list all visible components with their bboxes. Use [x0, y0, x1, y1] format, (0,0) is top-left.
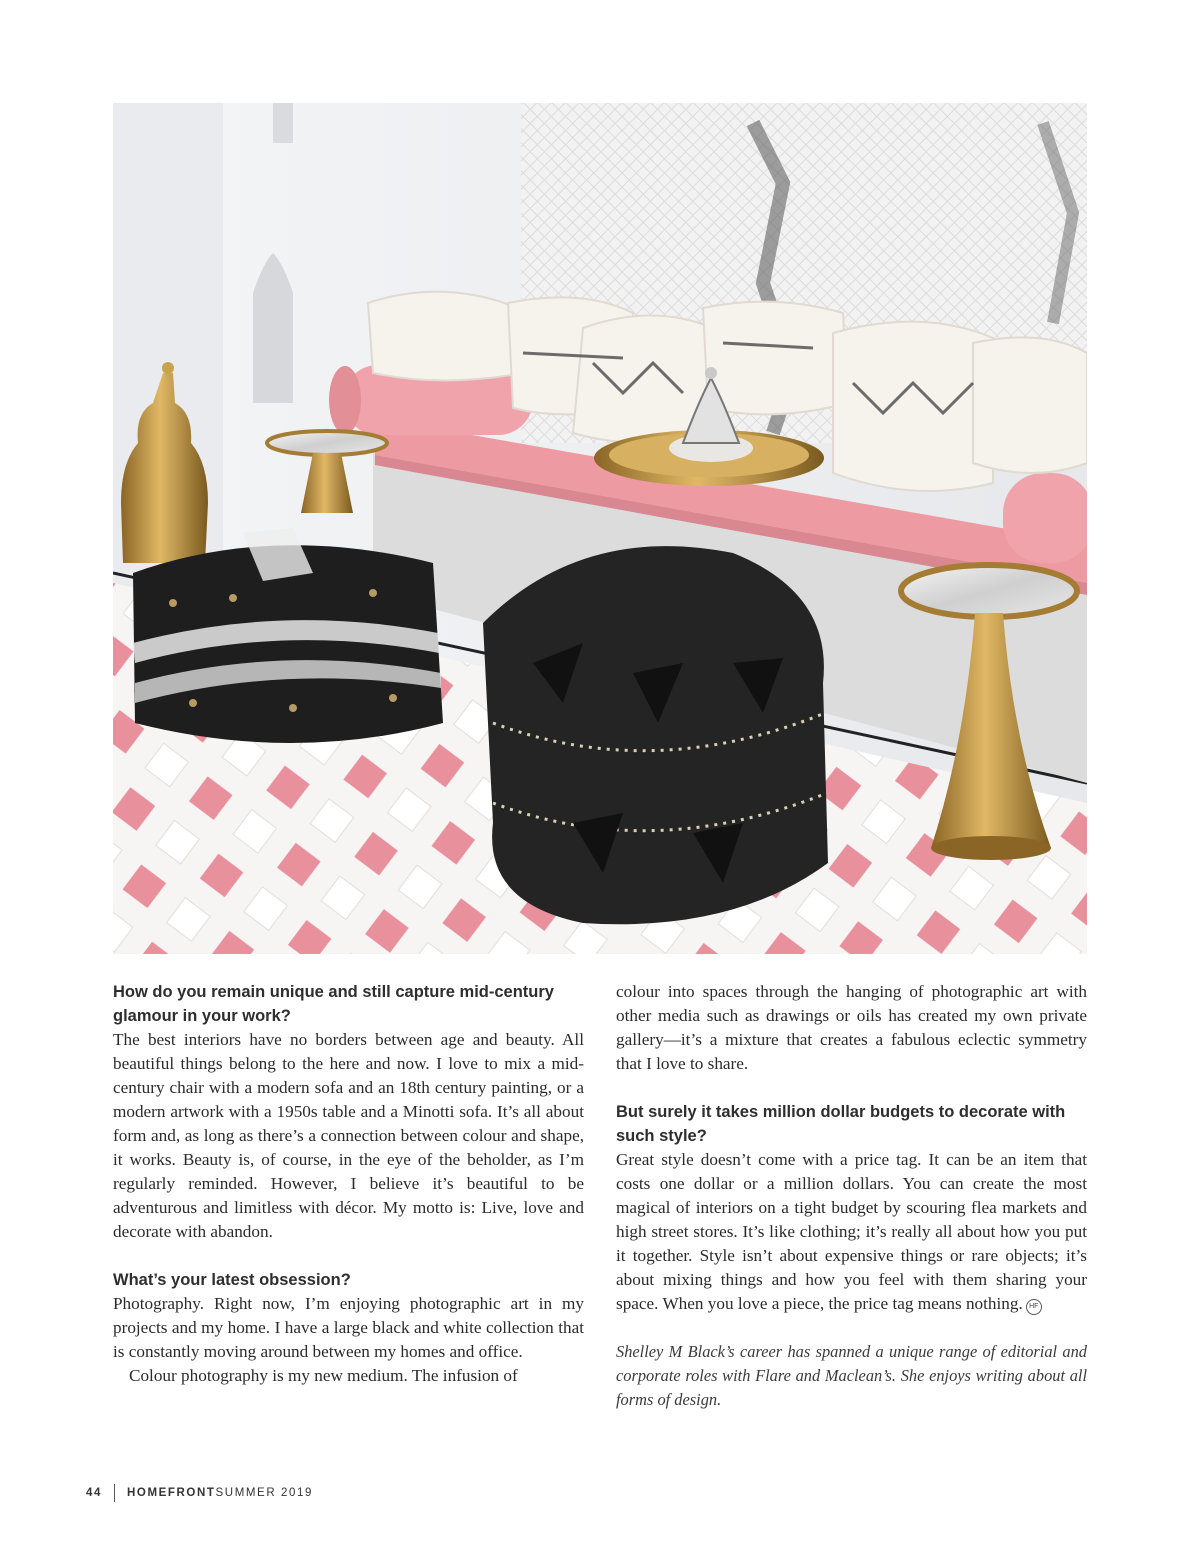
interior-photo — [113, 103, 1087, 954]
answer-paragraph: The best interiors have no borders between age and beauty. All beautiful things belong to the here and now. I love to mix a mid-century chair with a modern sofa and an 18th century painting, or a modern artwork with a 1950s table and a Minotti sofa. It’s all about form and, as long as there’s a connection between colour and shape, it works. Beauty is, of course, in the eye of the beholder, as I’m regularly reminded. However, I believe it’s beautiful to be adventurous and limitless with décor. My motto is: Live, love and decorate with abandon. — [113, 1030, 584, 1241]
page-footer — [86, 1483, 313, 1503]
author-bio: Shelley M Black’s career has spanned a unique range of editorial and corporate roles with Flare and Maclean’s. She enjoys writing about all forms of design. — [616, 1342, 1087, 1409]
end-mark-icon: HF — [1026, 1299, 1042, 1315]
footer-divider — [114, 1484, 115, 1502]
question-heading: How do you remain unique and still capture mid-century glamour in your work? — [113, 983, 554, 1025]
right-column — [616, 980, 1087, 1412]
issue-label: SUMMER 2019 — [215, 1487, 314, 1499]
answer-paragraph — [616, 1148, 1087, 1316]
magazine-name: HOMEFRONT — [127, 1487, 216, 1499]
page-number: 44 — [86, 1487, 102, 1499]
left-column — [113, 980, 584, 1388]
answer-paragraph: Photography. Right now, I’m enjoying photographic art in my projects and my home. I have a large black and white collection that is constantly moving around between my homes and office. — [113, 1294, 584, 1361]
answer-paragraph: Colour photography is my new medium. The infusion of — [129, 1366, 518, 1385]
question-heading: But surely it takes million dollar budgets to decorate with such style? — [616, 1103, 1066, 1145]
answer-text: Great style doesn’t come with a price tag. It can be an item that costs one dollar or a million dollars. You can create the most magical of interiors on a tight budget by scouring flea markets and high street stores. It’s like clothing; it’s really all about how you put it together. Style isn’t about expensive things or rare objects; it’s about mixing things and how you feel with them sharing your space. When you love a piece, the price tag means nothing. — [616, 1150, 1087, 1313]
answer-paragraph: colour into spaces through the hanging of photographic art with other media such as drawings or oils has created my own private gallery—it’s a mixture that creates a fabulous eclectic symmetry that I love to share. — [616, 982, 1087, 1073]
question-heading: What’s your latest obsession? — [113, 1271, 351, 1289]
